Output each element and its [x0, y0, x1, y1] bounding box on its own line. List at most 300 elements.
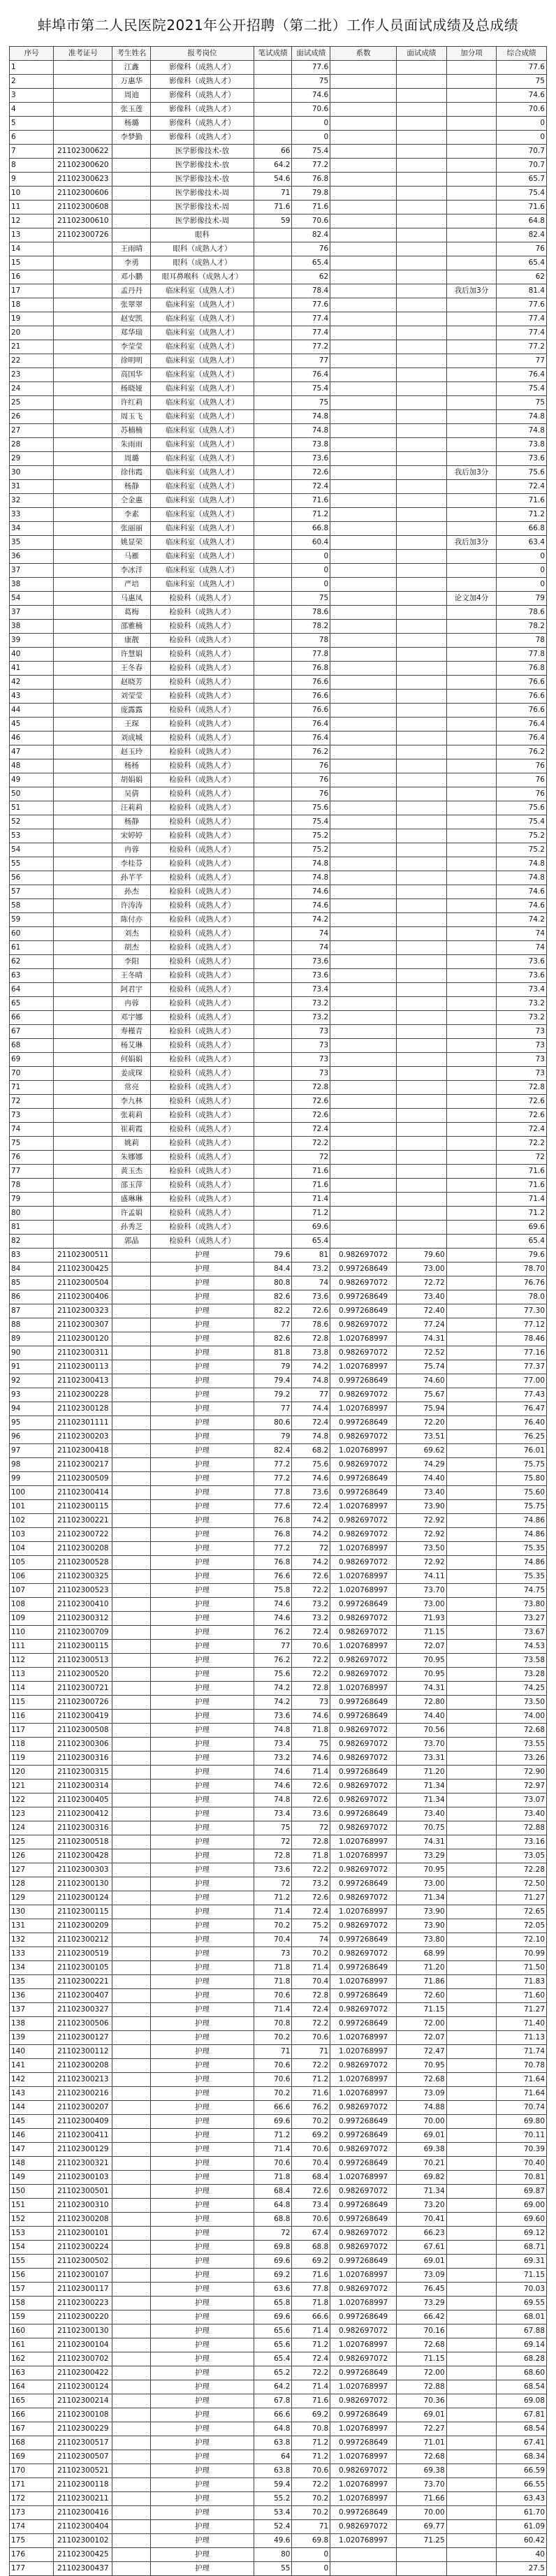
seq-cell: 105 [10, 1556, 54, 1570]
interview-score-cell: 0 [292, 117, 330, 131]
adjusted-score-cell: 73.29 [397, 1849, 447, 1863]
table-row [10, 1710, 547, 1724]
interview-score-cell: 72.6 [292, 1570, 330, 1584]
bonus-cell [446, 997, 497, 1011]
table-row [10, 159, 547, 173]
seq-cell: 38 [10, 578, 54, 592]
interview-score-cell: 70.6 [292, 1640, 330, 1654]
position-cell: 护理 [151, 1989, 254, 2003]
name-cell: 李冰洋 [112, 564, 151, 578]
seq-cell: 85 [10, 1276, 54, 1290]
exam-id-cell: 21102300413 [54, 1374, 112, 1388]
written-score-cell: 82.2 [254, 1304, 292, 1318]
position-cell: 临床科室（成熟人才） [151, 368, 254, 382]
total-score-cell: 77.8 [497, 648, 547, 662]
position-cell: 护理 [151, 2129, 254, 2143]
table-row [10, 1696, 547, 1710]
interview-score-cell: 77 [292, 354, 330, 368]
coefficient-cell: 0.982697072 [330, 1821, 397, 1835]
bonus-cell [446, 2297, 497, 2311]
interview-score-cell: 71.6 [292, 1165, 330, 1179]
position-cell: 检验科（成熟人才） [151, 1221, 254, 1235]
coefficient-cell: 0.982697072 [330, 2185, 397, 2199]
seq-cell: 137 [10, 2003, 54, 2017]
interview-score-cell: 73.2 [292, 1598, 330, 1612]
bonus-cell [446, 2366, 497, 2380]
coefficient-cell [330, 494, 397, 508]
position-cell: 护理 [151, 2269, 254, 2283]
interview-score-cell: 76.6 [292, 676, 330, 690]
position-cell: 检验科（成熟人才） [151, 927, 254, 941]
exam-id-cell [54, 745, 112, 759]
written-score-cell: 68.4 [254, 2185, 292, 2199]
adjusted-score-cell [397, 117, 447, 131]
bonus-cell: 我后加3分 [446, 284, 497, 298]
table-row [10, 466, 547, 480]
adjusted-score-cell: 79.60 [397, 1249, 447, 1262]
interview-score-cell: 72.8 [292, 1989, 330, 2003]
adjusted-score-cell: 75.74 [397, 1360, 447, 1374]
position-cell: 医学影像技术-放 [151, 159, 254, 173]
interview-score-cell: 74.4 [292, 1402, 330, 1416]
bonus-cell [446, 1039, 497, 1053]
bonus-cell [446, 326, 497, 340]
written-score-cell: 65.4 [254, 2352, 292, 2366]
exam-id-cell: 21102300108 [54, 2408, 112, 2422]
adjusted-score-cell: 72.68 [397, 2450, 447, 2464]
table-row [10, 410, 547, 424]
bonus-cell [446, 1752, 497, 1766]
adjusted-score-cell [397, 173, 447, 187]
table-row [10, 2408, 547, 2422]
total-score-cell: 78 [497, 634, 547, 648]
bonus-cell [446, 2422, 497, 2436]
written-score-cell [254, 117, 292, 131]
seq-cell: 29 [10, 452, 54, 466]
total-score-cell: 75.80 [497, 1472, 547, 1486]
table-row [10, 690, 547, 704]
coefficient-cell [330, 270, 397, 284]
coefficient-cell [330, 159, 397, 173]
bonus-cell [446, 2185, 497, 2199]
adjusted-score-cell: 72.88 [397, 2380, 447, 2394]
bonus-cell [446, 1165, 497, 1179]
seq-cell: 159 [10, 2311, 54, 2324]
bonus-cell: 我后加3分 [446, 466, 497, 480]
seq-cell: 9 [10, 173, 54, 187]
exam-id-cell [54, 1025, 112, 1039]
exam-id-cell: 21102300726 [54, 1696, 112, 1710]
adjusted-score-cell: 69.62 [397, 1444, 447, 1458]
total-score-cell: 77.6 [497, 61, 547, 75]
total-score-cell: 67.88 [497, 2324, 547, 2338]
table-row [10, 173, 547, 187]
adjusted-score-cell [397, 745, 447, 759]
bonus-cell [446, 2059, 497, 2073]
coefficient-cell: 0.982697072 [330, 1891, 397, 1905]
coefficient-cell [330, 1221, 397, 1235]
total-score-cell: 71.27 [497, 2003, 547, 2017]
coefficient-cell: 0.982697072 [330, 1793, 397, 1807]
table-row [10, 494, 547, 508]
score-table [9, 46, 547, 2576]
position-cell: 护理 [151, 1793, 254, 1807]
written-score-cell: 74.2 [254, 1696, 292, 1710]
interview-score-cell: 73 [292, 1067, 330, 1081]
exam-id-cell: 21102300425 [54, 1262, 112, 1276]
adjusted-score-cell [397, 1123, 447, 1137]
written-score-cell: 72.8 [254, 1849, 292, 1863]
name-cell: 何娟娟 [112, 1053, 151, 1067]
total-score-cell: 61.09 [497, 2520, 547, 2534]
total-score-cell: 77.12 [497, 1318, 547, 1332]
coefficient-cell [330, 969, 397, 983]
position-cell: 护理 [151, 1486, 254, 1500]
coefficient-cell: 1.020768997 [330, 2422, 397, 2436]
bonus-cell [446, 1682, 497, 1696]
table-row [10, 312, 547, 326]
seq-cell: 78 [10, 1179, 54, 1193]
position-cell: 护理 [151, 2227, 254, 2241]
seq-cell: 86 [10, 1290, 54, 1304]
position-cell: 影像科（成熟人才） [151, 103, 254, 117]
exam-id-cell: 21102300721 [54, 1682, 112, 1696]
bonus-cell [446, 2143, 497, 2157]
exam-id-cell [54, 103, 112, 117]
exam-id-cell [54, 89, 112, 103]
exam-id-cell: 21102300321 [54, 2157, 112, 2171]
seq-cell: 168 [10, 2436, 54, 2450]
table-row [10, 1011, 547, 1025]
adjusted-score-cell: 71.93 [397, 1612, 447, 1626]
table-row [10, 2366, 547, 2380]
adjusted-score-cell: 66.42 [397, 2311, 447, 2324]
coefficient-cell: 0.997268649 [330, 2129, 397, 2143]
position-cell: 检验科（成熟人才） [151, 634, 254, 648]
bonus-cell [446, 1388, 497, 1402]
position-cell: 检验科（成熟人才） [151, 941, 254, 955]
coefficient-cell [330, 857, 397, 871]
position-cell: 护理 [151, 1360, 254, 1374]
table-row [10, 1486, 547, 1500]
position-cell: 检验科（成熟人才） [151, 1011, 254, 1025]
position-cell: 护理 [151, 2562, 254, 2576]
bonus-cell [446, 1067, 497, 1081]
adjusted-score-cell: 69.01 [397, 2255, 447, 2269]
exam-id-cell [54, 732, 112, 745]
table-row [10, 2031, 547, 2045]
interview-score-cell: 74.2 [292, 1514, 330, 1528]
exam-id-cell [54, 773, 112, 787]
bonus-cell [446, 159, 497, 173]
interview-score-cell: 74.6 [292, 899, 330, 913]
total-score-cell: 71.74 [497, 2045, 547, 2059]
adjusted-score-cell [397, 955, 447, 969]
exam-id-cell [54, 1123, 112, 1137]
coefficient-cell: 0.982697072 [330, 1947, 397, 1961]
seq-cell: 113 [10, 1668, 54, 1682]
seq-cell: 94 [10, 1402, 54, 1416]
total-score-cell: 71.27 [497, 1891, 547, 1905]
interview-score-cell: 78.2 [292, 620, 330, 634]
adjusted-score-cell [397, 578, 447, 592]
total-score-cell: 77.4 [497, 326, 547, 340]
name-cell [112, 1863, 151, 1877]
table-row [10, 718, 547, 732]
exam-id-cell: 21102300306 [54, 1738, 112, 1752]
written-score-cell: 64.2 [254, 2380, 292, 2394]
exam-id-cell: 21102300528 [54, 1556, 112, 1570]
interview-score-cell: 69.6 [292, 1221, 330, 1235]
seq-cell: 25 [10, 396, 54, 410]
total-score-cell: 74 [497, 941, 547, 955]
position-cell: 护理 [151, 2283, 254, 2297]
exam-id-cell [54, 536, 112, 550]
table-row [10, 2003, 547, 2017]
seq-cell: 11 [10, 201, 54, 214]
name-cell: 张翠翠 [112, 298, 151, 312]
total-score-cell: 68.54 [497, 2380, 547, 2394]
total-score-cell: 73.28 [497, 1668, 547, 1682]
adjusted-score-cell [397, 690, 447, 704]
total-score-cell: 69.6 [497, 1221, 547, 1235]
table-row [10, 983, 547, 997]
table-row [10, 662, 547, 676]
seq-cell: 52 [10, 815, 54, 829]
written-score-cell: 59 [254, 214, 292, 228]
exam-id-cell: 21102300416 [54, 2506, 112, 2520]
interview-score-cell: 79.8 [292, 187, 330, 201]
interview-score-cell: 72.4 [292, 1905, 330, 1919]
seq-cell: 57 [10, 885, 54, 899]
bonus-cell [446, 480, 497, 494]
seq-cell: 97 [10, 1444, 54, 1458]
position-cell: 检验科（成熟人才） [151, 1207, 254, 1221]
name-cell: 葛梅 [112, 606, 151, 620]
position-cell: 护理 [151, 1402, 254, 1416]
interview-score-cell: 73 [292, 1053, 330, 1067]
seq-cell: 154 [10, 2241, 54, 2255]
written-score-cell [254, 787, 292, 801]
written-score-cell [254, 1207, 292, 1221]
table-row [10, 2101, 547, 2115]
coefficient-cell [330, 1109, 397, 1123]
exam-id-cell [54, 578, 112, 592]
seq-cell: 128 [10, 1877, 54, 1891]
interview-score-cell: 70.2 [292, 2115, 330, 2129]
exam-id-cell: 21102300411 [54, 2129, 112, 2143]
table-row [10, 1584, 547, 1598]
written-score-cell: 66.6 [254, 2101, 292, 2115]
total-score-cell: 75.35 [497, 1570, 547, 1584]
bonus-cell [446, 550, 497, 564]
coefficient-cell [330, 145, 397, 159]
total-score-cell: 65.4 [497, 256, 547, 270]
seq-cell: 59 [10, 913, 54, 927]
total-score-cell: 73.26 [497, 1752, 547, 1766]
name-cell: 许慧娟 [112, 648, 151, 662]
interview-score-cell: 69.8 [292, 2534, 330, 2548]
exam-id-cell: 21102300211 [54, 2492, 112, 2506]
name-cell: 赵安凯 [112, 312, 151, 326]
coefficient-cell [330, 955, 397, 969]
adjusted-score-cell [397, 228, 447, 242]
written-score-cell [254, 536, 292, 550]
name-cell [112, 1780, 151, 1793]
position-cell: 医学影像技术-周 [151, 187, 254, 201]
seq-cell: 148 [10, 2157, 54, 2171]
coefficient-cell [330, 773, 397, 787]
interview-score-cell: 71.4 [292, 2380, 330, 2394]
interview-score-cell: 66.8 [292, 522, 330, 536]
seq-cell: 55 [10, 857, 54, 871]
coefficient-cell: 0.997268649 [330, 2436, 397, 2450]
total-score-cell: 71.83 [497, 1975, 547, 1989]
coefficient-cell: 0.982697072 [330, 2101, 397, 2115]
adjusted-score-cell: 73.40 [397, 1290, 447, 1304]
adjusted-score-cell: 74.31 [397, 1682, 447, 1696]
position-cell: 检验科（成熟人才） [151, 955, 254, 969]
total-score-cell: 69.08 [497, 2394, 547, 2408]
adjusted-score-cell [397, 732, 447, 745]
adjusted-score-cell [397, 354, 447, 368]
interview-score-cell: 77.4 [292, 326, 330, 340]
seq-cell: 156 [10, 2269, 54, 2283]
total-score-cell: 70.81 [497, 2171, 547, 2185]
name-cell [112, 1542, 151, 1556]
coefficient-cell: 0.997268649 [330, 1374, 397, 1388]
name-cell [112, 1835, 151, 1849]
name-cell [112, 2520, 151, 2534]
adjusted-score-cell: 73.80 [397, 1933, 447, 1947]
written-score-cell: 65.8 [254, 2297, 292, 2311]
name-cell [112, 1738, 151, 1752]
seq-cell: 106 [10, 1570, 54, 1584]
interview-score-cell: 73 [292, 1025, 330, 1039]
name-cell [112, 2422, 151, 2436]
position-cell: 护理 [151, 1668, 254, 1682]
total-score-cell: 72.6 [497, 1095, 547, 1109]
position-cell: 护理 [151, 1975, 254, 1989]
col-header-position: 报考岗位 [151, 47, 254, 61]
bonus-cell [446, 969, 497, 983]
coefficient-cell [330, 312, 397, 326]
bonus-cell [446, 899, 497, 913]
adjusted-score-cell [397, 284, 447, 298]
position-cell: 检验科（成熟人才） [151, 620, 254, 634]
bonus-cell [446, 1877, 497, 1891]
adjusted-score-cell [397, 1081, 447, 1095]
name-cell: 宋婷婷 [112, 829, 151, 843]
exam-id-cell: 21102300104 [54, 2338, 112, 2352]
total-score-cell: 78.70 [497, 1262, 547, 1276]
bonus-cell [446, 2450, 497, 2464]
position-cell: 护理 [151, 1514, 254, 1528]
table-row [10, 1095, 547, 1109]
table-row [10, 1780, 547, 1793]
exam-id-cell: 21102300229 [54, 2422, 112, 2436]
adjusted-score-cell: 72.68 [397, 2338, 447, 2352]
written-score-cell: 79.2 [254, 1388, 292, 1402]
bonus-cell [446, 1654, 497, 1668]
name-cell [112, 1346, 151, 1360]
position-cell: 检验科（成熟人才） [151, 801, 254, 815]
bonus-cell [446, 214, 497, 228]
table-row [10, 1402, 547, 1416]
bonus-cell [446, 2492, 497, 2506]
name-cell [112, 1276, 151, 1290]
table-row [10, 424, 547, 438]
position-cell: 护理 [151, 2338, 254, 2352]
table-row [10, 2143, 547, 2157]
written-score-cell [254, 242, 292, 256]
adjusted-score-cell: 72.60 [397, 1989, 447, 2003]
coefficient-cell: 1.020768997 [330, 1500, 397, 1514]
name-cell: 刘成城 [112, 732, 151, 745]
exam-id-cell: 21102300409 [54, 2115, 112, 2129]
name-cell: 吴倩 [112, 787, 151, 801]
total-score-cell: 72.28 [497, 1863, 547, 1877]
exam-id-cell: 21102301111 [54, 1416, 112, 1430]
seq-cell: 77 [10, 1165, 54, 1179]
bonus-cell [446, 2311, 497, 2324]
bonus-cell [446, 2548, 497, 2562]
coefficient-cell [330, 131, 397, 145]
coefficient-cell: 1.020768997 [330, 2380, 397, 2394]
written-score-cell [254, 312, 292, 326]
total-score-cell: 77.16 [497, 1346, 547, 1360]
exam-id-cell: 21102300428 [54, 1849, 112, 1863]
exam-id-cell [54, 1179, 112, 1193]
written-score-cell [254, 103, 292, 117]
adjusted-score-cell [397, 676, 447, 690]
bonus-cell [446, 1947, 497, 1961]
position-cell: 护理 [151, 2436, 254, 2450]
position-cell: 护理 [151, 1682, 254, 1696]
coefficient-cell [330, 410, 397, 424]
table-row [10, 1682, 547, 1696]
bonus-cell [446, 256, 497, 270]
coefficient-cell [330, 103, 397, 117]
table-row [10, 131, 547, 145]
bonus-cell [446, 2255, 497, 2269]
name-cell: 李素 [112, 508, 151, 522]
table-row [10, 298, 547, 312]
written-score-cell [254, 941, 292, 955]
interview-score-cell: 70.6 [292, 2143, 330, 2157]
exam-id-cell [54, 718, 112, 732]
name-cell: 姚显荣 [112, 536, 151, 550]
written-score-cell [254, 75, 292, 89]
bonus-cell [446, 1514, 497, 1528]
written-score-cell [254, 983, 292, 997]
interview-score-cell: 70.4 [292, 1975, 330, 1989]
name-cell: 姜成琛 [112, 1067, 151, 1081]
interview-score-cell: 65.4 [292, 1235, 330, 1249]
interview-score-cell: 71.8 [292, 1724, 330, 1738]
written-score-cell: 71.4 [254, 1905, 292, 1919]
bonus-cell [446, 2045, 497, 2059]
adjusted-score-cell: 73.00 [397, 1262, 447, 1276]
total-score-cell: 73.07 [497, 1793, 547, 1807]
seq-cell: 54 [10, 592, 54, 606]
total-score-cell: 77 [497, 354, 547, 368]
coefficient-cell: 0.997268649 [330, 2311, 397, 2324]
position-cell: 检验科（成熟人才） [151, 983, 254, 997]
coefficient-cell [330, 1151, 397, 1165]
interview-score-cell: 0 [292, 2548, 330, 2562]
exam-id-cell [54, 312, 112, 326]
